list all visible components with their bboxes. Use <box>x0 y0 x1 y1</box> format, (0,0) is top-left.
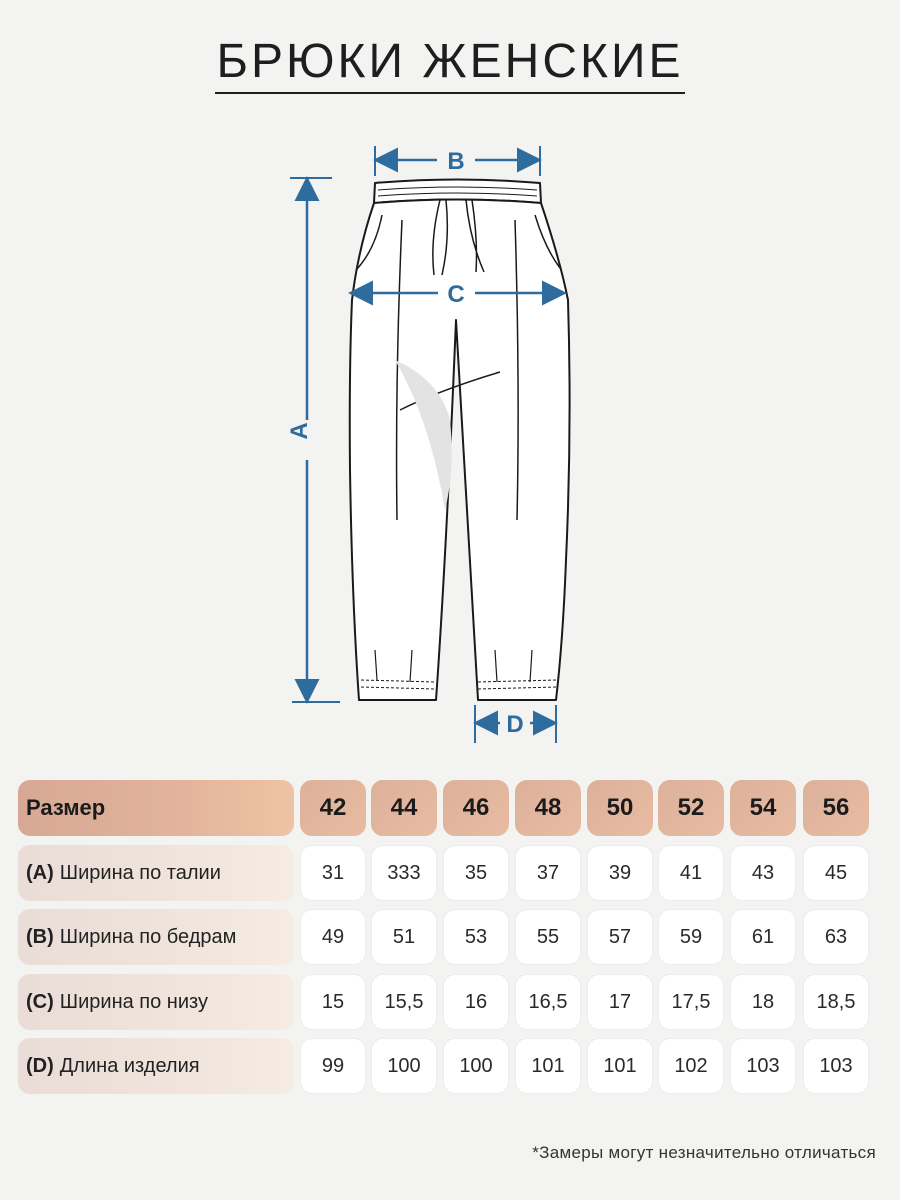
table-cell: 49 <box>300 909 366 965</box>
dimension-a <box>286 178 340 702</box>
table-cell: 101 <box>587 1038 653 1094</box>
table-cell: 99 <box>300 1038 366 1094</box>
table-cell: 18 <box>730 974 796 1030</box>
table-cell: 16,5 <box>515 974 581 1030</box>
table-cell: 18,5 <box>803 974 869 1030</box>
table-cell: 17,5 <box>658 974 724 1030</box>
row-code: (B) <box>26 925 54 948</box>
table-cell: 55 <box>515 909 581 965</box>
table-cell: 45 <box>803 845 869 901</box>
row-label <box>18 909 294 965</box>
dimension-a-label: A <box>286 422 313 440</box>
row-name: Ширина по низу <box>59 990 208 1013</box>
table-cell: 103 <box>803 1038 869 1094</box>
row-label <box>18 974 294 1030</box>
size-header-52: 52 <box>658 780 724 836</box>
row-name: Ширина по талии <box>59 861 221 884</box>
table-cell: 31 <box>300 845 366 901</box>
row-code: (C) <box>26 990 54 1013</box>
dimension-d-label: D <box>506 711 524 738</box>
table-cell: 61 <box>730 909 796 965</box>
table-cell: 100 <box>443 1038 509 1094</box>
table-cell: 59 <box>658 909 724 965</box>
table-cell: 39 <box>587 845 653 901</box>
size-header-48: 48 <box>515 780 581 836</box>
table-cell: 16 <box>443 974 509 1030</box>
footnote: *Замеры могут незначительно отличаться <box>532 1143 876 1162</box>
pants-illustration <box>350 180 570 701</box>
table-cell: 100 <box>371 1038 437 1094</box>
size-header-label: Размер <box>18 780 294 836</box>
table-cell: 101 <box>515 1038 581 1094</box>
table-cell: 37 <box>515 845 581 901</box>
dimension-b-label: B <box>447 148 465 175</box>
table-cell: 41 <box>658 845 724 901</box>
table-cell: 35 <box>443 845 509 901</box>
table-cell: 102 <box>658 1038 724 1094</box>
table-cell: 103 <box>730 1038 796 1094</box>
dimension-c-label: C <box>447 281 465 308</box>
dimension-b <box>375 146 540 176</box>
size-header-44: 44 <box>371 780 437 836</box>
table-cell: 15 <box>300 974 366 1030</box>
row-code: (D) <box>26 1054 54 1077</box>
row-label <box>18 845 294 901</box>
table-cell: 15,5 <box>371 974 437 1030</box>
pants-diagram <box>0 130 900 750</box>
row-label <box>18 1038 294 1094</box>
size-header-50: 50 <box>587 780 653 836</box>
table-cell: 53 <box>443 909 509 965</box>
table-cell: 57 <box>587 909 653 965</box>
size-header-46: 46 <box>443 780 509 836</box>
row-name: Ширина по бедрам <box>59 925 237 948</box>
table-cell: 333 <box>371 845 437 901</box>
page-title <box>0 34 900 89</box>
table-cell: 63 <box>803 909 869 965</box>
size-header-42: 42 <box>300 780 366 836</box>
size-header-56: 56 <box>803 780 869 836</box>
table-cell: 17 <box>587 974 653 1030</box>
row-code: (A) <box>26 861 54 884</box>
dimension-d <box>475 705 556 743</box>
size-header-54: 54 <box>730 780 796 836</box>
row-name: Длина изделия <box>59 1054 200 1077</box>
table-cell: 51 <box>371 909 437 965</box>
page-title-text: БРЮКИ ЖЕНСКИЕ <box>215 35 686 94</box>
table-cell: 43 <box>730 845 796 901</box>
